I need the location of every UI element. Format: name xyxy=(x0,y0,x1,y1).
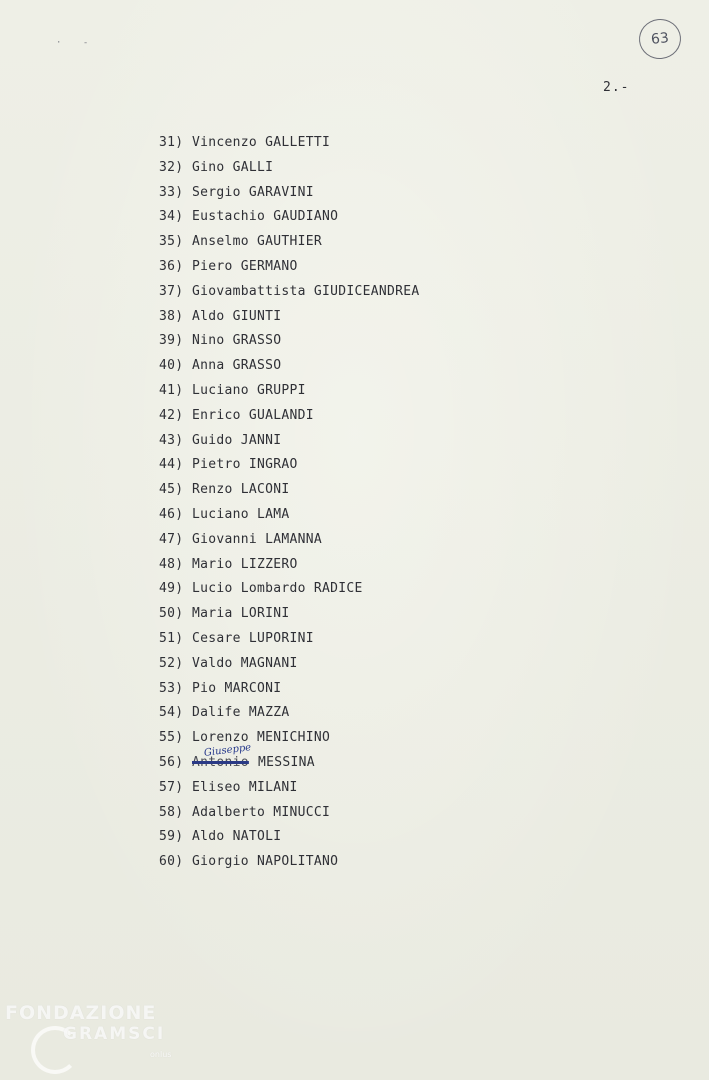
folio-stamp xyxy=(637,17,683,61)
entry-number: 50) xyxy=(159,606,184,622)
entry-name: Luciano LAMA xyxy=(192,506,290,522)
entry-number: 55) xyxy=(159,730,184,746)
entry-surname: MESSINA xyxy=(258,754,315,770)
entry-number: 58) xyxy=(159,804,184,820)
entry-number: 44) xyxy=(159,457,184,473)
entry-number: 42) xyxy=(159,407,184,423)
entry-number: 40) xyxy=(159,358,184,374)
entry-number: 45) xyxy=(159,482,184,498)
struck-first-name: Antonio xyxy=(192,754,249,770)
entry-number: 46) xyxy=(159,506,184,522)
entry-number: 48) xyxy=(159,556,184,572)
entry-name: Adalberto MINUCCI xyxy=(192,804,331,820)
entry-name: Nino GRASSO xyxy=(192,333,282,349)
list-item xyxy=(159,627,420,652)
entry-number: 47) xyxy=(159,531,184,547)
entry-name: Lorenzo MENICHINO xyxy=(192,730,331,746)
names-list xyxy=(159,131,420,875)
entry-name: Eliseo MILANI xyxy=(192,779,298,795)
list-item xyxy=(159,677,420,702)
entry-name: Valdo MAGNANI xyxy=(192,655,298,671)
list-item xyxy=(159,404,420,429)
entry-number: 35) xyxy=(159,234,184,250)
entry-number: 39) xyxy=(159,333,184,349)
list-item xyxy=(159,801,420,826)
entry-number: 60) xyxy=(159,854,184,870)
list-item xyxy=(159,478,420,503)
entry-name: Eustachio GAUDIANO xyxy=(192,209,339,225)
entry-name: Giovambattista GIUDICEANDREA xyxy=(192,283,420,299)
list-item xyxy=(159,701,420,726)
list-item xyxy=(159,156,420,181)
entry-number: 36) xyxy=(159,258,184,274)
entry-number: 56) xyxy=(159,754,184,770)
handwritten-first-name: Giuseppe xyxy=(203,742,252,759)
list-item xyxy=(159,131,420,156)
entry-name: Aldo NATOLI xyxy=(192,829,282,845)
list-item xyxy=(159,280,420,305)
list-item xyxy=(159,602,420,627)
entry-number: 51) xyxy=(159,630,184,646)
entry-number: 41) xyxy=(159,382,184,398)
entry-number: 59) xyxy=(159,829,184,845)
entry-name: Mario LIZZERO xyxy=(192,556,298,572)
list-item xyxy=(159,429,420,454)
entry-name: Anselmo GAUTHIER xyxy=(192,234,323,250)
folio-stamp-number: 63 xyxy=(650,30,670,48)
entry-number: 49) xyxy=(159,581,184,597)
entry-name: Vincenzo GALLETTI xyxy=(192,135,331,150)
list-item xyxy=(159,825,420,850)
entry-number: 52) xyxy=(159,655,184,671)
entry-name: Aldo GIUNTI xyxy=(192,308,282,324)
list-item xyxy=(159,255,420,280)
list-item xyxy=(159,205,420,230)
entry-number: 32) xyxy=(159,159,184,175)
list-item xyxy=(159,652,420,677)
list-item xyxy=(159,553,420,578)
page-number: 2.- xyxy=(603,80,630,95)
entry-name: Sergio GARAVINI xyxy=(192,184,314,200)
list-item xyxy=(159,305,420,330)
entry-name: Pietro INGRAO xyxy=(192,457,298,473)
entry-number: 53) xyxy=(159,680,184,696)
entry-number: 31) xyxy=(159,135,184,150)
entry-name: Giorgio NAPOLITANO xyxy=(192,854,339,870)
entry-name: Gino GALLI xyxy=(192,159,274,175)
entry-number: 37) xyxy=(159,283,184,299)
list-item xyxy=(159,726,420,751)
entry-name: Enrico GUALANDI xyxy=(192,407,314,423)
watermark-line1: FONDAZIONE xyxy=(5,1002,157,1024)
list-item xyxy=(159,503,420,528)
list-item xyxy=(159,776,420,801)
entry-number: 54) xyxy=(159,705,184,721)
watermark-line2: GRAMSCI xyxy=(63,1024,166,1044)
watermark-line3: onlus xyxy=(150,1050,172,1059)
list-item-corrected xyxy=(159,742,420,776)
entry-name: Renzo LACONI xyxy=(192,482,290,498)
entry-name: Cesare LUPORINI xyxy=(192,630,314,646)
entry-name: Guido JANNI xyxy=(192,432,282,448)
entry-number: 38) xyxy=(159,308,184,324)
list-item xyxy=(159,850,420,875)
list-item xyxy=(159,329,420,354)
entry-name: Pio MARCONI xyxy=(192,680,282,696)
entry-name: Piero GERMANO xyxy=(192,258,298,274)
entry-number: 34) xyxy=(159,209,184,225)
list-item xyxy=(159,528,420,553)
list-item xyxy=(159,181,420,206)
entry-name: Dalife MAZZA xyxy=(192,705,290,721)
entry-number: 33) xyxy=(159,184,184,200)
list-item xyxy=(159,379,420,404)
list-item xyxy=(159,577,420,602)
list-item xyxy=(159,354,420,379)
list-item xyxy=(159,230,420,255)
paper-specks: · - xyxy=(56,38,97,48)
name-correction xyxy=(192,742,258,776)
watermark-logo xyxy=(5,1000,205,1080)
entry-name: Lucio Lombardo RADICE xyxy=(192,581,363,597)
entry-name: Luciano GRUPPI xyxy=(192,382,306,398)
entry-name: Anna GRASSO xyxy=(192,358,282,374)
list-item xyxy=(159,453,420,478)
entry-name: Giovanni LAMANNA xyxy=(192,531,323,547)
entry-number: 57) xyxy=(159,779,184,795)
entry-name: Maria LORINI xyxy=(192,606,290,622)
entry-number: 43) xyxy=(159,432,184,448)
